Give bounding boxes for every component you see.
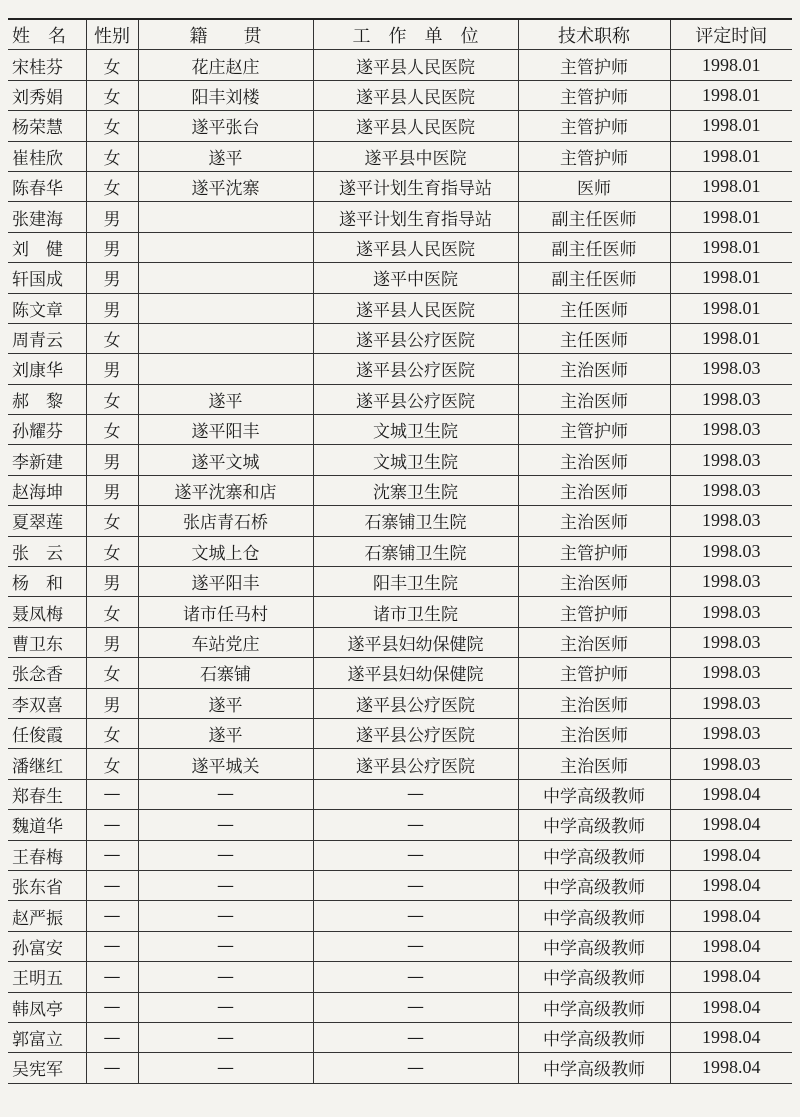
cell-work-unit: —	[313, 810, 518, 840]
table-row	[8, 506, 792, 536]
cell-gender: —	[86, 992, 138, 1022]
cell-native-place: —	[138, 1053, 313, 1083]
cell-work-unit: 遂平县公疗医院	[313, 749, 518, 779]
table-row	[8, 415, 792, 445]
cell-native-place: 张店青石桥	[138, 506, 313, 536]
cell-name: 杨 和	[8, 567, 86, 597]
cell-technical-title: 主治医师	[518, 384, 670, 414]
cell-evaluation-date: 1998.01	[670, 202, 792, 232]
cell-name: 郑春生	[8, 779, 86, 809]
cell-gender: —	[86, 810, 138, 840]
cell-gender: —	[86, 840, 138, 870]
cell-technical-title: 主治医师	[518, 445, 670, 475]
cell-work-unit: 诸市卫生院	[313, 597, 518, 627]
cell-native-place: 遂平城关	[138, 749, 313, 779]
cell-work-unit: 遂平县人民医院	[313, 50, 518, 80]
cell-name: 孙耀芬	[8, 415, 86, 445]
header-gender: 性别	[86, 19, 138, 50]
cell-technical-title: 医师	[518, 171, 670, 201]
cell-gender: 男	[86, 263, 138, 293]
header-technical-title: 技术职称	[518, 19, 670, 50]
cell-evaluation-date: 1998.03	[670, 445, 792, 475]
cell-evaluation-date: 1998.01	[670, 80, 792, 110]
table-row	[8, 445, 792, 475]
cell-technical-title: 主管护师	[518, 50, 670, 80]
cell-name: 王春梅	[8, 840, 86, 870]
cell-gender: —	[86, 870, 138, 900]
cell-work-unit: 阳丰卫生院	[313, 567, 518, 597]
cell-technical-title: 中学高级教师	[518, 901, 670, 931]
table-row	[8, 263, 792, 293]
cell-technical-title: 主治医师	[518, 749, 670, 779]
cell-technical-title: 中学高级教师	[518, 931, 670, 961]
cell-gender: 男	[86, 293, 138, 323]
cell-gender: —	[86, 1022, 138, 1052]
cell-native-place: —	[138, 1022, 313, 1052]
cell-work-unit: 遂平县公疗医院	[313, 718, 518, 748]
cell-technical-title: 主管护师	[518, 111, 670, 141]
cell-native-place	[138, 202, 313, 232]
table-row	[8, 688, 792, 718]
cell-name: 王明五	[8, 962, 86, 992]
cell-work-unit: —	[313, 1053, 518, 1083]
cell-technical-title: 主治医师	[518, 567, 670, 597]
cell-technical-title: 中学高级教师	[518, 810, 670, 840]
cell-gender: 男	[86, 567, 138, 597]
cell-work-unit: 文城卫生院	[313, 415, 518, 445]
header-native-place: 籍 贯	[138, 19, 313, 50]
table-row	[8, 810, 792, 840]
cell-work-unit: —	[313, 779, 518, 809]
personnel-title-table	[8, 18, 792, 1084]
cell-name: 崔桂欣	[8, 141, 86, 171]
cell-native-place: —	[138, 779, 313, 809]
cell-technical-title: 中学高级教师	[518, 840, 670, 870]
cell-evaluation-date: 1998.03	[670, 627, 792, 657]
table-row	[8, 749, 792, 779]
cell-name: 轩国成	[8, 263, 86, 293]
cell-technical-title: 中学高级教师	[518, 1053, 670, 1083]
table-row	[8, 901, 792, 931]
table-row	[8, 627, 792, 657]
cell-work-unit: 沈寨卫生院	[313, 475, 518, 505]
header-work-unit: 工 作 单 位	[313, 19, 518, 50]
table-row	[8, 354, 792, 384]
cell-technical-title: 主管护师	[518, 658, 670, 688]
cell-name: 李双喜	[8, 688, 86, 718]
cell-evaluation-date: 1998.01	[670, 323, 792, 353]
cell-name: 夏翠莲	[8, 506, 86, 536]
cell-evaluation-date: 1998.03	[670, 506, 792, 536]
cell-work-unit: 遂平县妇幼保健院	[313, 627, 518, 657]
cell-gender: —	[86, 901, 138, 931]
cell-gender: 女	[86, 718, 138, 748]
cell-evaluation-date: 1998.03	[670, 567, 792, 597]
cell-native-place: —	[138, 962, 313, 992]
table-row	[8, 779, 792, 809]
cell-technical-title: 主管护师	[518, 536, 670, 566]
cell-gender: 女	[86, 658, 138, 688]
cell-work-unit: 遂平县公疗医院	[313, 323, 518, 353]
cell-evaluation-date: 1998.04	[670, 870, 792, 900]
cell-evaluation-date: 1998.03	[670, 415, 792, 445]
table-header-row	[8, 19, 792, 50]
table-row	[8, 992, 792, 1022]
cell-gender: 女	[86, 141, 138, 171]
cell-technical-title: 主治医师	[518, 718, 670, 748]
cell-gender: —	[86, 1053, 138, 1083]
cell-gender: 女	[86, 50, 138, 80]
cell-name: 杨荣慧	[8, 111, 86, 141]
cell-native-place: 石寨铺	[138, 658, 313, 688]
cell-name: 周青云	[8, 323, 86, 353]
cell-name: 李新建	[8, 445, 86, 475]
cell-work-unit: 遂平县人民医院	[313, 293, 518, 323]
cell-native-place: 花庄赵庄	[138, 50, 313, 80]
cell-gender: 男	[86, 688, 138, 718]
cell-gender: 男	[86, 627, 138, 657]
document-page	[8, 18, 792, 1084]
cell-native-place: —	[138, 901, 313, 931]
cell-name: 郝 黎	[8, 384, 86, 414]
table-row	[8, 80, 792, 110]
cell-gender: 女	[86, 536, 138, 566]
cell-evaluation-date: 1998.03	[670, 475, 792, 505]
cell-name: 刘 健	[8, 232, 86, 262]
cell-work-unit: 遂平中医院	[313, 263, 518, 293]
cell-gender: —	[86, 779, 138, 809]
cell-work-unit: —	[313, 901, 518, 931]
cell-name: 张念香	[8, 658, 86, 688]
cell-evaluation-date: 1998.04	[670, 962, 792, 992]
cell-name: 赵海坤	[8, 475, 86, 505]
cell-evaluation-date: 1998.03	[670, 597, 792, 627]
table-row	[8, 232, 792, 262]
cell-gender: 男	[86, 202, 138, 232]
cell-evaluation-date: 1998.01	[670, 171, 792, 201]
cell-gender: 女	[86, 384, 138, 414]
table-row	[8, 597, 792, 627]
table-body	[8, 50, 792, 1083]
cell-name: 张 云	[8, 536, 86, 566]
cell-evaluation-date: 1998.03	[670, 384, 792, 414]
cell-evaluation-date: 1998.03	[670, 749, 792, 779]
cell-evaluation-date: 1998.04	[670, 1053, 792, 1083]
table-row	[8, 870, 792, 900]
cell-native-place: 遂平阳丰	[138, 415, 313, 445]
cell-work-unit: 遂平县公疗医院	[313, 354, 518, 384]
cell-technical-title: 主治医师	[518, 475, 670, 505]
table-row	[8, 475, 792, 505]
cell-technical-title: 主管护师	[518, 80, 670, 110]
cell-gender: 女	[86, 597, 138, 627]
cell-evaluation-date: 1998.01	[670, 50, 792, 80]
cell-name: 聂凤梅	[8, 597, 86, 627]
cell-technical-title: 主治医师	[518, 627, 670, 657]
cell-gender: 女	[86, 111, 138, 141]
cell-technical-title: 主治医师	[518, 354, 670, 384]
table-row	[8, 171, 792, 201]
cell-native-place	[138, 354, 313, 384]
cell-technical-title: 中学高级教师	[518, 870, 670, 900]
cell-gender: —	[86, 962, 138, 992]
table-row	[8, 50, 792, 80]
cell-technical-title: 中学高级教师	[518, 992, 670, 1022]
cell-technical-title: 主管护师	[518, 415, 670, 445]
table-row	[8, 931, 792, 961]
cell-work-unit: —	[313, 931, 518, 961]
table-row	[8, 1022, 792, 1052]
cell-gender: 男	[86, 475, 138, 505]
cell-gender: 女	[86, 415, 138, 445]
cell-name: 张建海	[8, 202, 86, 232]
cell-native-place	[138, 232, 313, 262]
cell-evaluation-date: 1998.01	[670, 263, 792, 293]
cell-technical-title: 中学高级教师	[518, 779, 670, 809]
cell-gender: 男	[86, 445, 138, 475]
cell-native-place: —	[138, 992, 313, 1022]
cell-name: 潘继红	[8, 749, 86, 779]
cell-evaluation-date: 1998.01	[670, 111, 792, 141]
cell-native-place: 遂平	[138, 384, 313, 414]
cell-gender: 女	[86, 80, 138, 110]
cell-native-place	[138, 263, 313, 293]
cell-technical-title: 主管护师	[518, 141, 670, 171]
cell-work-unit: —	[313, 992, 518, 1022]
cell-native-place: 遂平	[138, 718, 313, 748]
cell-work-unit: 遂平县人民医院	[313, 80, 518, 110]
cell-work-unit: 石寨铺卫生院	[313, 536, 518, 566]
cell-technical-title: 主治医师	[518, 506, 670, 536]
cell-name: 刘秀娟	[8, 80, 86, 110]
cell-name: 孙富安	[8, 931, 86, 961]
cell-native-place: 遂平阳丰	[138, 567, 313, 597]
table-row	[8, 658, 792, 688]
cell-work-unit: 遂平县公疗医院	[313, 384, 518, 414]
cell-native-place: 遂平	[138, 141, 313, 171]
cell-native-place: —	[138, 810, 313, 840]
cell-name: 刘康华	[8, 354, 86, 384]
table-row	[8, 141, 792, 171]
table-row	[8, 962, 792, 992]
cell-technical-title: 主任医师	[518, 323, 670, 353]
cell-name: 赵严振	[8, 901, 86, 931]
cell-evaluation-date: 1998.03	[670, 658, 792, 688]
cell-work-unit: —	[313, 962, 518, 992]
cell-technical-title: 主管护师	[518, 597, 670, 627]
cell-evaluation-date: 1998.04	[670, 931, 792, 961]
cell-technical-title: 中学高级教师	[518, 1022, 670, 1052]
cell-evaluation-date: 1998.01	[670, 293, 792, 323]
cell-native-place: 遂平张台	[138, 111, 313, 141]
cell-work-unit: —	[313, 840, 518, 870]
cell-evaluation-date: 1998.04	[670, 840, 792, 870]
cell-gender: 男	[86, 232, 138, 262]
cell-work-unit: 遂平县公疗医院	[313, 688, 518, 718]
cell-work-unit: 遂平县人民医院	[313, 232, 518, 262]
table-row	[8, 111, 792, 141]
cell-native-place	[138, 323, 313, 353]
cell-work-unit: 文城卫生院	[313, 445, 518, 475]
cell-native-place: 诸市任马村	[138, 597, 313, 627]
cell-technical-title: 副主任医师	[518, 202, 670, 232]
cell-technical-title: 主任医师	[518, 293, 670, 323]
cell-native-place: —	[138, 870, 313, 900]
header-evaluation-date: 评定时间	[670, 19, 792, 50]
cell-gender: 女	[86, 749, 138, 779]
cell-evaluation-date: 1998.01	[670, 232, 792, 262]
cell-technical-title: 副主任医师	[518, 263, 670, 293]
cell-gender: 女	[86, 506, 138, 536]
cell-work-unit: —	[313, 870, 518, 900]
cell-gender: 女	[86, 323, 138, 353]
cell-technical-title: 副主任医师	[518, 232, 670, 262]
cell-evaluation-date: 1998.03	[670, 354, 792, 384]
cell-native-place: 遂平	[138, 688, 313, 718]
cell-evaluation-date: 1998.03	[670, 718, 792, 748]
cell-native-place: 遂平文城	[138, 445, 313, 475]
cell-name: 韩凤亭	[8, 992, 86, 1022]
table-row	[8, 840, 792, 870]
cell-gender: 女	[86, 171, 138, 201]
cell-name: 吴宪军	[8, 1053, 86, 1083]
cell-name: 魏道华	[8, 810, 86, 840]
cell-evaluation-date: 1998.04	[670, 810, 792, 840]
cell-name: 陈春华	[8, 171, 86, 201]
cell-evaluation-date: 1998.04	[670, 1022, 792, 1052]
cell-work-unit: 遂平计划生育指导站	[313, 202, 518, 232]
cell-native-place	[138, 293, 313, 323]
cell-name: 陈文章	[8, 293, 86, 323]
cell-evaluation-date: 1998.03	[670, 536, 792, 566]
table-row	[8, 536, 792, 566]
table-row	[8, 202, 792, 232]
cell-name: 张东省	[8, 870, 86, 900]
cell-name: 任俊霞	[8, 718, 86, 748]
cell-gender: 男	[86, 354, 138, 384]
cell-native-place: 遂平沈寨和店	[138, 475, 313, 505]
cell-native-place: 车站党庄	[138, 627, 313, 657]
cell-technical-title: 中学高级教师	[518, 962, 670, 992]
cell-work-unit: 遂平计划生育指导站	[313, 171, 518, 201]
cell-evaluation-date: 1998.04	[670, 901, 792, 931]
cell-native-place: —	[138, 931, 313, 961]
table-row	[8, 323, 792, 353]
cell-evaluation-date: 1998.01	[670, 141, 792, 171]
cell-name: 曹卫东	[8, 627, 86, 657]
cell-native-place: 遂平沈寨	[138, 171, 313, 201]
cell-native-place: —	[138, 840, 313, 870]
cell-evaluation-date: 1998.03	[670, 688, 792, 718]
cell-name: 宋桂芬	[8, 50, 86, 80]
table-row	[8, 567, 792, 597]
cell-evaluation-date: 1998.04	[670, 779, 792, 809]
header-name: 姓 名	[8, 19, 86, 50]
cell-work-unit: 遂平县中医院	[313, 141, 518, 171]
table-row	[8, 1053, 792, 1083]
cell-native-place: 阳丰刘楼	[138, 80, 313, 110]
cell-native-place: 文城上仓	[138, 536, 313, 566]
table-row	[8, 293, 792, 323]
cell-name: 郭富立	[8, 1022, 86, 1052]
cell-evaluation-date: 1998.04	[670, 992, 792, 1022]
table-row	[8, 718, 792, 748]
cell-work-unit: 遂平县人民医院	[313, 111, 518, 141]
table-row	[8, 384, 792, 414]
cell-work-unit: —	[313, 1022, 518, 1052]
cell-technical-title: 主治医师	[518, 688, 670, 718]
cell-work-unit: 石寨铺卫生院	[313, 506, 518, 536]
cell-work-unit: 遂平县妇幼保健院	[313, 658, 518, 688]
cell-gender: —	[86, 931, 138, 961]
